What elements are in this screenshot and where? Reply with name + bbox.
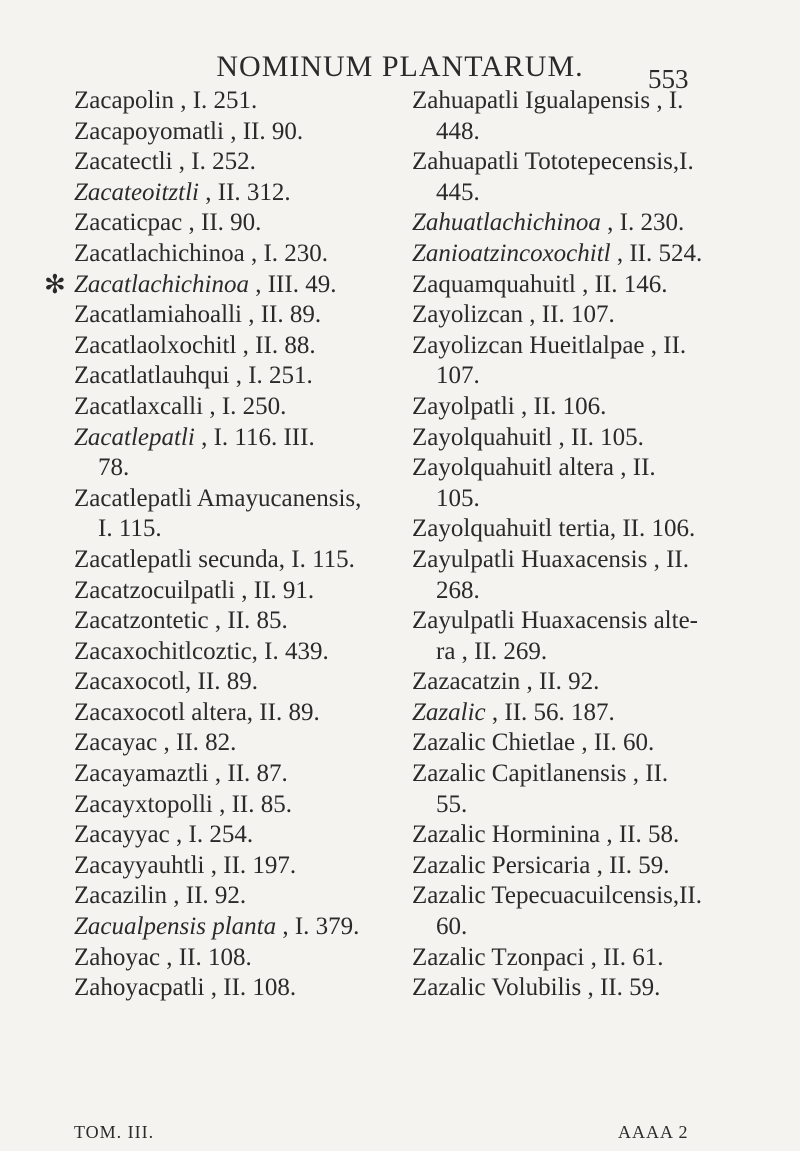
entry-text: ra , II. 269. bbox=[436, 637, 548, 665]
index-entry bbox=[74, 208, 404, 239]
entry-text: Zacapoyomatli , II. 90. bbox=[74, 117, 304, 145]
right-column bbox=[412, 86, 780, 1004]
entry-text: Zazalic Tzonpaci , II. 61. bbox=[412, 943, 664, 971]
entry-text: 105. bbox=[436, 484, 480, 512]
entry-reference: , III. 49. bbox=[248, 270, 337, 298]
index-entry bbox=[412, 86, 780, 117]
index-entry bbox=[74, 912, 404, 943]
index-entry-continuation bbox=[412, 117, 780, 148]
entry-text: Zacualpensis planta bbox=[74, 913, 277, 941]
index-entry bbox=[74, 117, 404, 148]
entry-text: 268. bbox=[436, 576, 480, 604]
index-entry bbox=[74, 239, 404, 270]
asterisk-mark: ✻ bbox=[44, 269, 66, 299]
entry-text: Zacaticpac , II. 90. bbox=[74, 209, 262, 237]
entry-text: Zacatlatlauhqui , I. 251. bbox=[74, 362, 313, 390]
entry-text: Zacatectli , I. 252. bbox=[74, 148, 256, 176]
index-entry bbox=[412, 759, 780, 790]
index-entry bbox=[74, 973, 404, 1004]
index-entry bbox=[412, 514, 780, 545]
index-entry bbox=[412, 392, 780, 423]
index-entry bbox=[74, 86, 404, 117]
entry-text: Zacatlachichinoa , I. 230. bbox=[74, 239, 329, 267]
index-entry bbox=[412, 208, 780, 239]
index-entry bbox=[74, 606, 404, 637]
entry-text: Zazacatzin , II. 92. bbox=[412, 668, 600, 696]
index-entry-continuation bbox=[412, 361, 780, 392]
entry-text: Zayolquahuitl , II. 105. bbox=[412, 423, 644, 451]
entry-text: 445. bbox=[436, 178, 480, 206]
entry-text: Zazalic Persicaria , II. 59. bbox=[412, 851, 670, 879]
index-entry bbox=[412, 851, 780, 882]
index-entry bbox=[74, 361, 404, 392]
index-entry bbox=[412, 973, 780, 1004]
index-entry bbox=[412, 667, 780, 698]
entry-text: Zacatlepatli bbox=[74, 423, 195, 451]
index-entry bbox=[412, 239, 780, 270]
index-entry bbox=[74, 667, 404, 698]
entry-text: Zahoyacpatli , II. 108. bbox=[74, 974, 297, 1002]
entry-text: Zazalic Chietlae , II. 60. bbox=[412, 729, 655, 757]
index-entry bbox=[74, 728, 404, 759]
index-entry-continuation bbox=[74, 453, 404, 484]
entry-text: 78. bbox=[98, 454, 130, 482]
entry-text: Zacaxocotl altera, II. 89. bbox=[74, 698, 320, 726]
entry-text: Zacatlaolxochitl , II. 88. bbox=[74, 331, 316, 359]
index-entry bbox=[74, 881, 404, 912]
index-entry bbox=[74, 147, 404, 178]
entry-text: Zayulpatli Huaxacensis alte- bbox=[412, 607, 698, 635]
entry-text: Zazalic Volubilis , II. 59. bbox=[412, 974, 661, 1002]
entry-text: Zacatzontetic , II. 85. bbox=[74, 607, 288, 635]
index-entry-continuation bbox=[412, 484, 780, 515]
entry-text: Zayolpatli , II. 106. bbox=[412, 392, 607, 420]
index-entry bbox=[412, 300, 780, 331]
entry-text: Zacatlaxcalli , I. 250. bbox=[74, 392, 287, 420]
index-entry bbox=[74, 576, 404, 607]
index-entry-continuation bbox=[412, 576, 780, 607]
entry-text: Zacaxochitlcoztic, I. 439. bbox=[74, 637, 329, 665]
index-entry bbox=[412, 545, 780, 576]
index-entry bbox=[412, 606, 780, 637]
entry-text: Zahuapatli Igualapensis , I. bbox=[412, 87, 684, 114]
entry-text: Zacatzocuilpatli , II. 91. bbox=[74, 576, 315, 604]
left-column bbox=[44, 86, 404, 1004]
entry-text: Zacapolin , I. 251. bbox=[74, 87, 258, 114]
index-entry bbox=[74, 943, 404, 974]
entry-text: Zacatlamiahoalli , II. 89. bbox=[74, 301, 322, 329]
index-entry bbox=[74, 484, 404, 515]
entry-text: Zazalic Tepecuacuilcensis,II. bbox=[412, 882, 702, 910]
entry-text: Zacayamaztli , II. 87. bbox=[74, 760, 288, 788]
index-entry bbox=[74, 820, 404, 851]
index-entry bbox=[74, 423, 404, 454]
index-entry bbox=[412, 453, 780, 484]
entry-reference: , II. 56. 187. bbox=[485, 698, 615, 726]
entry-text: Zazalic bbox=[412, 698, 486, 726]
entry-text: I. 115. bbox=[98, 515, 162, 543]
page-number: 553 bbox=[648, 64, 689, 94]
entry-text: Zacatlachichinoa bbox=[74, 270, 249, 298]
entry-text: 60. bbox=[436, 913, 468, 941]
entry-reference: , I. 379. bbox=[276, 913, 360, 941]
entry-text: Zacayyac , I. 254. bbox=[74, 821, 254, 849]
entry-text: Zazalic Capitlanensis , II. bbox=[412, 760, 669, 788]
index-entry bbox=[412, 270, 780, 301]
entry-text: 448. bbox=[436, 117, 480, 145]
signature-mark: AAAA 2 bbox=[618, 1122, 689, 1142]
page-header bbox=[0, 50, 800, 94]
entry-text: Zacatlepatli secunda, I. 115. bbox=[74, 545, 355, 573]
index-entry-continuation bbox=[412, 178, 780, 209]
index-entry bbox=[74, 637, 404, 668]
index-entry bbox=[74, 178, 404, 209]
entry-text: Zacayyauhtli , II. 197. bbox=[74, 851, 297, 879]
entry-text: Zacateoitztli bbox=[74, 178, 199, 206]
index-entry bbox=[74, 331, 404, 362]
entry-text: Zacayxtopolli , II. 85. bbox=[74, 790, 292, 818]
entry-text: Zayolizcan , II. 107. bbox=[412, 301, 615, 329]
entry-text: 55. bbox=[436, 790, 468, 818]
entry-text: Zacayac , II. 82. bbox=[74, 729, 237, 757]
index-entry-continuation bbox=[74, 514, 404, 545]
index-entry bbox=[412, 331, 780, 362]
entry-text: Zazalic Horminina , II. 58. bbox=[412, 821, 680, 849]
entry-text: Zaquamquahuitl , II. 146. bbox=[412, 270, 668, 298]
index-entry bbox=[412, 147, 780, 178]
index-entry-continuation bbox=[412, 912, 780, 943]
index-entry bbox=[412, 423, 780, 454]
entry-reference: , I. 116. III. bbox=[194, 423, 315, 451]
entry-text: Zayulpatli Huaxacensis , II. bbox=[412, 545, 689, 573]
entry-text: Zayolquahuitl tertia, II. 106. bbox=[412, 515, 696, 543]
index-entry bbox=[412, 820, 780, 851]
entry-reference: , II. 312. bbox=[199, 178, 291, 206]
entry-text: Zacatlepatli Amayucanensis, bbox=[74, 484, 362, 512]
index-entry bbox=[74, 790, 404, 821]
index-entry-continuation bbox=[412, 637, 780, 668]
index-entry bbox=[74, 300, 404, 331]
index-entry-continuation bbox=[412, 790, 780, 821]
index-entry bbox=[74, 545, 404, 576]
index-entry bbox=[412, 698, 780, 729]
page-title: NOMINUM PLANTARUM. bbox=[216, 50, 584, 83]
entry-text: Zacazilin , II. 92. bbox=[74, 882, 247, 910]
index-entry bbox=[44, 269, 404, 301]
entry-reference: , II. 524. bbox=[610, 239, 703, 267]
index-entry bbox=[412, 943, 780, 974]
entry-text: 107. bbox=[436, 362, 480, 390]
volume-label: TOM. III. bbox=[74, 1122, 155, 1142]
index-entry bbox=[74, 851, 404, 882]
index-entry bbox=[412, 881, 780, 912]
entry-text: Zayolquahuitl altera , II. bbox=[412, 454, 656, 482]
index-entry bbox=[412, 728, 780, 759]
entry-text: Zahuapatli Tototepecensis,I. bbox=[412, 148, 694, 176]
entry-text: Zayolizcan Hueitlalpae , II. bbox=[412, 331, 687, 359]
entry-text: Zahoyac , II. 108. bbox=[74, 943, 252, 971]
index-entry bbox=[74, 698, 404, 729]
entry-reference: , I. 230. bbox=[600, 209, 685, 237]
entry-text: Zacaxocotl, II. 89. bbox=[74, 668, 258, 696]
entry-text: Zahuatlachichinoa bbox=[412, 209, 601, 237]
index-entry bbox=[74, 392, 404, 423]
entry-text: Zanioatzincoxochitl bbox=[412, 239, 611, 267]
index-entry bbox=[74, 759, 404, 790]
